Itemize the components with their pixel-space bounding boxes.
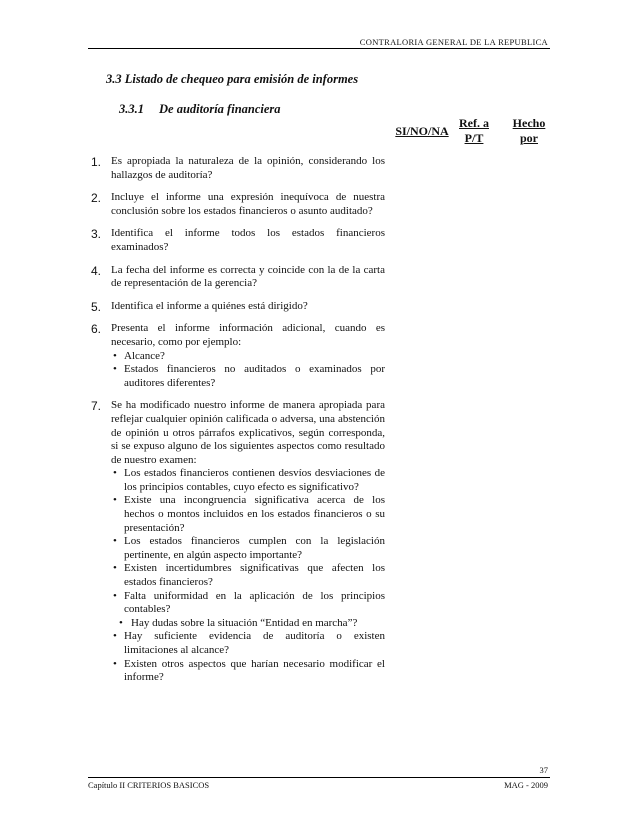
- column-header-hecho-por: [506, 116, 552, 146]
- bullet-item: [111, 363, 385, 390]
- bullet-icon: •: [113, 562, 117, 575]
- bullet-text: Hay suficiente evidencia de auditoría o existen limitaciones al alcance?: [124, 630, 385, 656]
- footer-edition: MAG - 2009: [504, 780, 548, 790]
- item-text: Se ha modificado nuestro informe de manera apropiada para reflejar cualquier opinión calificada o adversa, una abstención de opinión u otros párrafos explicativos, según corresponda, si se expuso alguno de los siguientes aspectos como resultado de nuestro examen:: [111, 399, 385, 466]
- footer-chapter: Capítulo II CRITERIOS BASICOS: [88, 780, 210, 790]
- item-bullet-list: [111, 350, 385, 391]
- footer-divider: [88, 777, 550, 778]
- checklist: [91, 155, 385, 694]
- item-text: Identifica el informe a quiénes está dirigido?: [111, 299, 308, 312]
- bullet-icon: •: [113, 535, 117, 548]
- section-title: 3.3 Listado de chequeo para emisión de informes: [106, 72, 359, 86]
- bullet-icon: •: [113, 467, 117, 480]
- bullet-item: [111, 658, 385, 685]
- bullet-icon: •: [113, 657, 117, 670]
- header-divider: [88, 48, 550, 49]
- bullet-text: Existen incertidumbres significativas que afecten los estados financieros?: [124, 562, 385, 589]
- bullet-text: Hay dudas sobre la situación “Entidad en marcha”?: [131, 616, 358, 629]
- bullet-text: Alcance?: [124, 349, 165, 362]
- bullet-item: [111, 467, 385, 494]
- item-number: 7.: [91, 399, 102, 414]
- item-number: 2.: [91, 191, 102, 206]
- item-number: 4.: [91, 263, 102, 278]
- checklist-item: [91, 300, 385, 314]
- checklist-item: [91, 264, 385, 291]
- bullet-item: [111, 562, 385, 589]
- checklist-item: [91, 191, 385, 218]
- item-bullet-list: [111, 467, 385, 685]
- bullet-text: Los estados financieros cumplen con la legislación pertinente, en algún aspecto importante?: [124, 535, 385, 561]
- bullet-icon: •: [113, 363, 117, 376]
- item-number: 3.: [91, 227, 102, 242]
- column-header-ref-line2: P/T: [464, 131, 484, 145]
- checklist-item: [91, 155, 385, 182]
- item-number: 5.: [91, 299, 102, 314]
- bullet-item: [111, 535, 385, 562]
- column-header-hecho-line2: por: [520, 131, 538, 145]
- item-number: 1.: [91, 155, 102, 169]
- bullet-icon: •: [113, 494, 117, 507]
- bullet-icon: •: [113, 589, 117, 602]
- subsection-title: [119, 102, 281, 117]
- bullet-text: Existe una incongruencia significativa acerca de los hechos o montos incluidos en los estados financieros o su presentación?: [124, 494, 385, 534]
- item-text: Incluye el informe una expresión inequívoca de nuestra conclusión sobre los estados financieros o asunto auditado?: [111, 191, 385, 217]
- bullet-icon: •: [113, 349, 117, 362]
- column-header-hecho-line1: Hecho: [512, 116, 546, 130]
- checklist-item: [91, 322, 385, 390]
- bullet-text: Estados financieros no auditados o examinados por auditores diferentes?: [124, 363, 385, 389]
- item-number: 6.: [91, 322, 102, 337]
- bullet-item: [111, 494, 385, 535]
- subsection-number: 3.3.1: [119, 102, 144, 116]
- bullet-item: [111, 630, 385, 657]
- column-header-ref-pt: [454, 116, 494, 146]
- column-header-ref-line1: Ref. a: [459, 116, 489, 130]
- item-text: Identifica el informe todos los estados financieros examinados?: [111, 227, 385, 253]
- bullet-item: [111, 617, 385, 631]
- bullet-item: [111, 590, 385, 617]
- header-title: CONTRALORIA GENERAL DE LA REPUBLICA: [359, 37, 548, 47]
- bullet-icon: •: [119, 616, 123, 629]
- checklist-item: [91, 227, 385, 254]
- bullet-text: Falta uniformidad en la aplicación de los principios contables?: [124, 589, 385, 616]
- checklist-item: [91, 399, 385, 684]
- column-header-si-no-na: SI/NO/NA: [395, 124, 449, 138]
- bullet-icon: •: [113, 630, 117, 643]
- bullet-text: Existen otros aspectos que harían necesario modificar el informe?: [124, 657, 385, 684]
- page-number: 37: [539, 765, 548, 775]
- item-text: Presenta el informe información adicional, cuando es necesario, como por ejemplo:: [111, 322, 385, 348]
- bullet-item: [111, 350, 385, 364]
- bullet-text: Los estados financieros contienen desvíos desviaciones de los principios contables, cuyo efecto es significativo?: [124, 467, 385, 493]
- item-text: Es apropiada la naturaleza de la opinión, considerando los hallazgos de auditoría?: [111, 155, 385, 181]
- subsection-label: De auditoría financiera: [159, 102, 281, 116]
- item-text: La fecha del informe es correcta y coincide con la de la carta de representación de la gerencia?: [111, 263, 385, 290]
